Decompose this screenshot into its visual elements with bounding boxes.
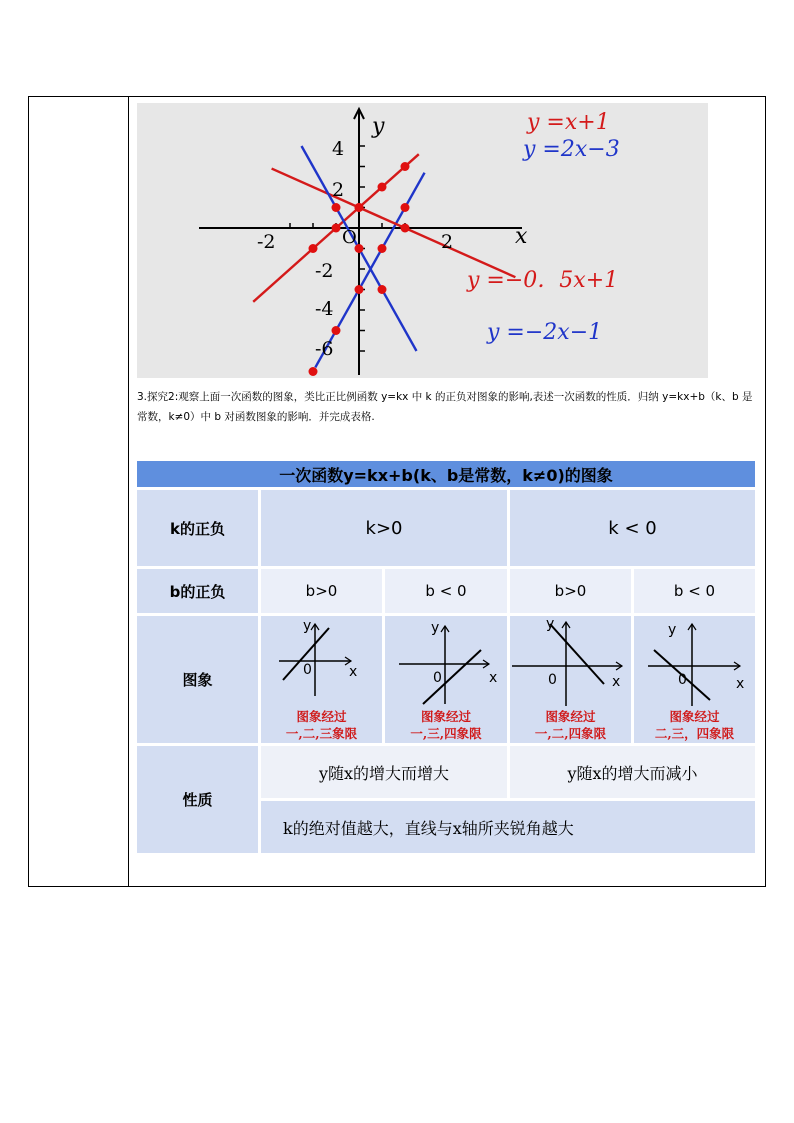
data-point bbox=[401, 224, 410, 233]
graph-row-header: 图象 bbox=[137, 616, 258, 743]
mini-origin: 0 bbox=[433, 670, 442, 686]
quadrant-caption bbox=[385, 708, 507, 742]
mini-origin: 0 bbox=[678, 672, 687, 688]
line-label-2x-minus-3: y =2x−3 bbox=[523, 137, 620, 162]
y-tick-2: 2 bbox=[332, 179, 345, 201]
y-tick-4: 4 bbox=[332, 138, 345, 160]
caption-line1: 图象经过 bbox=[669, 709, 720, 724]
caption-line2: 二,三，四象限 bbox=[654, 726, 735, 741]
b-sign-header: b的正负 bbox=[137, 569, 258, 613]
caption-line1: 图象经过 bbox=[420, 709, 471, 724]
y-axis-label: y bbox=[372, 114, 385, 139]
data-point bbox=[401, 162, 410, 171]
mini-x-label: x bbox=[612, 674, 621, 690]
caption-line2: 一,二,三象限 bbox=[285, 726, 358, 741]
data-point bbox=[378, 285, 387, 294]
k-positive-cell: k>0 bbox=[261, 490, 507, 566]
mini-y-label: y bbox=[546, 616, 555, 632]
b-value-cell: b < 0 bbox=[634, 569, 755, 613]
function-graph bbox=[137, 103, 708, 378]
y-tick-neg2: -2 bbox=[315, 260, 334, 282]
data-point bbox=[378, 244, 387, 253]
k-sign-header: k的正负 bbox=[137, 490, 258, 566]
data-point bbox=[355, 203, 364, 212]
quadrant-caption bbox=[261, 708, 382, 742]
mini-graph-cell bbox=[634, 616, 755, 743]
data-point bbox=[309, 244, 318, 253]
mini-graph-cell bbox=[261, 616, 382, 743]
x-tick-neg2: -2 bbox=[257, 231, 276, 253]
quadrant-caption bbox=[510, 708, 631, 742]
mini-x-label: x bbox=[489, 670, 498, 686]
data-point bbox=[332, 203, 341, 212]
y-tick-neg4: -4 bbox=[315, 298, 334, 320]
x-tick-2: 2 bbox=[441, 231, 454, 253]
exploration-instructions: 3.探究2:观察上面一次函数的图象，类比正比例函数 y=kx 中 k 的正负对图象的影响,表述一次函数的性质．归纳 y=kx+b（k、b 是常数，k≠0）中 b 对函数图象的影响．并完成表格. bbox=[137, 391, 753, 423]
function-graph-svg bbox=[137, 103, 708, 378]
data-point bbox=[401, 203, 410, 212]
data-point bbox=[378, 183, 387, 192]
mini-y-label: y bbox=[668, 622, 677, 638]
mini-origin: 0 bbox=[548, 672, 557, 688]
b-value-cell: b < 0 bbox=[385, 569, 507, 613]
column-divider bbox=[128, 97, 129, 886]
mini-y-label: y bbox=[431, 620, 440, 636]
line-label-x-plus-1: y =x+1 bbox=[527, 110, 610, 135]
mini-graph-cell bbox=[385, 616, 507, 743]
origin-label: O bbox=[342, 227, 357, 248]
line-label-neg-2x-minus-1: y =−2x−1 bbox=[487, 320, 603, 345]
function-line bbox=[272, 169, 516, 278]
mini-graph-cell bbox=[510, 616, 631, 743]
data-point bbox=[332, 224, 341, 233]
data-point bbox=[355, 285, 364, 294]
b-value-cell: b>0 bbox=[510, 569, 631, 613]
k-negative-cell: k < 0 bbox=[510, 490, 755, 566]
mini-x-label: x bbox=[736, 676, 745, 692]
worksheet-frame bbox=[28, 96, 766, 887]
data-point bbox=[332, 326, 341, 335]
x-axis-label: x bbox=[515, 224, 528, 249]
property-k-positive: y随x的增大而增大 bbox=[261, 746, 507, 798]
mini-x-label: x bbox=[349, 664, 358, 680]
y-tick-neg6: -6 bbox=[315, 338, 334, 360]
property-k-negative: y随x的增大而减小 bbox=[510, 746, 755, 798]
property-row-header: 性质 bbox=[137, 746, 258, 853]
mini-y-label: y bbox=[303, 618, 312, 634]
quadrant-caption bbox=[634, 708, 755, 742]
table-title: 一次函数y=kx+b(k、b是常数，k≠0)的图象 bbox=[137, 461, 755, 487]
property-abs-k: k的绝对值越大，直线与x轴所夹锐角越大 bbox=[261, 801, 755, 853]
caption-line2: 一,二,四象限 bbox=[534, 726, 607, 741]
caption-line1: 图象经过 bbox=[296, 709, 347, 724]
caption-line2: 一,三,四象限 bbox=[410, 726, 482, 741]
line-label-neg-half-x-plus-1: y =−0．5x+1 bbox=[467, 268, 619, 293]
mini-origin: 0 bbox=[303, 662, 312, 678]
data-point bbox=[309, 367, 318, 376]
caption-line1: 图象经过 bbox=[545, 709, 596, 724]
b-value-cell: b>0 bbox=[261, 569, 382, 613]
